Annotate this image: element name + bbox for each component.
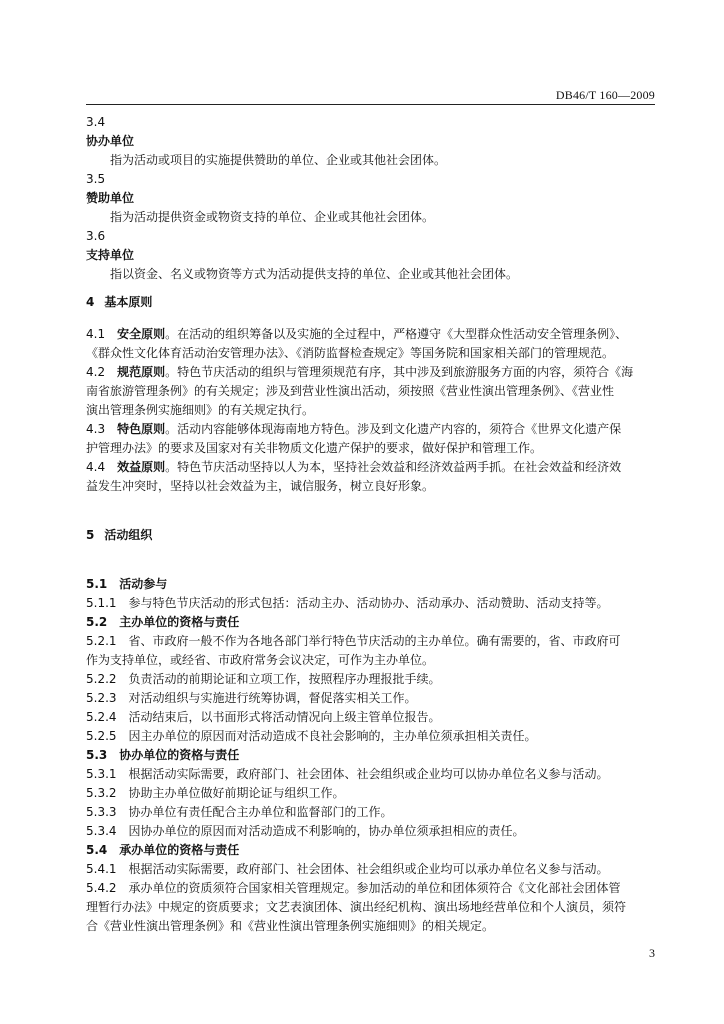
subsection-title: 活动参与 xyxy=(119,577,168,591)
section-title: 活动组织 xyxy=(104,528,153,542)
term-definition: 指以资金、名义或物资等方式为活动提供支持的单位、企业或其他社会团体。 xyxy=(110,267,519,281)
clause-head: 特色原则 xyxy=(117,422,166,436)
subsection-title: 承办单位的资格与责任 xyxy=(119,843,240,857)
clause-text: 。活动内容能够体现海南地方特色。涉及到文化遗产内容的，须符合《世界文化遗产保 xyxy=(165,422,622,436)
clause-number: 5.3.1 xyxy=(86,767,117,781)
clause-number: 5.4.1 xyxy=(86,862,117,876)
clause-number: 5.1.1 xyxy=(86,596,117,610)
clause-text: 根据活动实际需要，政府部门、社会团体、社会组织或企业均可以协办单位名义参与活动。 xyxy=(128,767,609,781)
clause-4-4 xyxy=(86,458,658,477)
clause-text: 省、市政府一般不作为各地各部门举行特色节庆活动的主办单位。确有需要的，省、市政府可 xyxy=(128,634,621,648)
clause-text: 因主办单位的原因而对活动造成不良社会影响的，主办单位须承担相关责任。 xyxy=(128,729,537,743)
clause-text-line: 南省旅游管理条例》的有关规定；涉及到营业性演出活动，须按照《营业性演出管理条例》、《营业性 xyxy=(86,384,615,398)
document-number: DB46/T 160—2009 xyxy=(555,88,655,102)
subsection-heading xyxy=(86,575,658,594)
clause-item xyxy=(86,727,658,746)
clause-item xyxy=(86,689,658,708)
clause-number: 5.2.2 xyxy=(86,672,117,686)
clause-number: 4.3 xyxy=(86,422,106,436)
subsection-number: 5.4 xyxy=(86,843,108,857)
subsection-number: 5.2 xyxy=(86,615,108,629)
clause-text-line: 作为支持单位，或经省、市政府常务会议决定，可作为主办单位。 xyxy=(86,653,435,667)
clause-number: 4.1 xyxy=(86,327,106,341)
clause-head: 效益原则 xyxy=(117,460,166,474)
clause-text: 。特色节庆活动的组织与管理须规范有序，其中涉及到旅游服务方面的内容，须符合《海 xyxy=(165,365,634,379)
clause-item xyxy=(86,860,658,879)
clause-item xyxy=(86,765,658,784)
clause-item xyxy=(86,803,658,822)
subsection-number: 5.3 xyxy=(86,748,108,762)
subsection-heading xyxy=(86,613,658,632)
term-number: 3.4 xyxy=(86,115,106,129)
clause-number: 5.3.2 xyxy=(86,786,117,800)
clause-text: 根据活动实际需要，政府部门、社会团体、社会组织或企业均可以承办单位名义参与活动。 xyxy=(128,862,609,876)
term-number: 3.6 xyxy=(86,229,106,243)
subsection-title: 主办单位的资格与责任 xyxy=(119,615,240,629)
term-title: 协办单位 xyxy=(86,134,135,148)
clause-item xyxy=(86,822,658,841)
clause-text: 协办单位有责任配合主办单位和监督部门的工作。 xyxy=(128,805,393,819)
clause-text-line: 合《营业性演出管理条例》和《营业性演出管理条例实施细则》的相关规定。 xyxy=(86,919,495,933)
section-number: 5 xyxy=(86,528,95,542)
clause-number: 4.4 xyxy=(86,460,106,474)
clause-text: 承办单位的资质须符合国家相关管理规定。参加活动的单位和团体须符合《文化部社会团体管 xyxy=(128,881,621,895)
clause-number: 5.3.4 xyxy=(86,824,117,838)
clause-text-line: 益发生冲突时，坚持以社会效益为主，诚信服务，树立良好形象。 xyxy=(86,479,435,493)
clause-number: 5.2.3 xyxy=(86,691,117,705)
page-number: 3 xyxy=(649,946,655,960)
clause-text: 。特色节庆活动坚持以人为本，坚持社会效益和经济效益两手抓。在社会效益和经济效 xyxy=(165,460,622,474)
clause-text: 活动结束后，以书面形式将活动情况向上级主管单位报告。 xyxy=(128,710,441,724)
clause-number: 5.2.5 xyxy=(86,729,117,743)
term-definition: 指为活动或项目的实施提供赞助的单位、企业或其他社会团体。 xyxy=(110,153,447,167)
clause-number: 5.3.3 xyxy=(86,805,117,819)
clause-text: 对活动组织与实施进行统筹协调，督促落实相关工作。 xyxy=(128,691,417,705)
subsection-heading xyxy=(86,841,658,860)
subsection-heading xyxy=(86,746,658,765)
clause-item xyxy=(86,670,658,689)
section-heading-5 xyxy=(86,526,658,545)
term-definition: 指为活动提供资金或物资支持的单位、企业或其他社会团体。 xyxy=(110,210,435,224)
clause-text: 协助主办单位做好前期论证与组织工作。 xyxy=(128,786,345,800)
clause-text: 参与特色节庆活动的形式包括：活动主办、活动协办、活动承办、活动赞助、活动支持等。 xyxy=(128,596,609,610)
clause-head: 规范原则 xyxy=(117,365,166,379)
clause-4-2 xyxy=(86,363,658,382)
term-title: 支持单位 xyxy=(86,248,135,262)
term-title: 赞助单位 xyxy=(86,191,135,205)
clause-number: 5.2.1 xyxy=(86,634,117,648)
subsection-number: 5.1 xyxy=(86,577,108,591)
section-title: 基本原则 xyxy=(104,295,153,309)
clause-text-line: 《群众性文化体育活动治安管理办法》、《消防监督检查规定》等国务院和国家相关部门的管理规范。 xyxy=(86,346,615,360)
clause-4-1 xyxy=(86,325,658,344)
clause-text: 。在活动的组织筹备以及实施的全过程中，严格遵守《大型群众性活动安全管理条例》、 xyxy=(165,327,628,341)
clause-text: 因协办单位的原因而对活动造成不利影响的，协办单位须承担相应的责任。 xyxy=(128,824,525,838)
clause-item xyxy=(86,784,658,803)
header-divider xyxy=(86,104,655,105)
clause-text-line: 演出管理条例实施细则》的有关规定执行。 xyxy=(86,403,315,417)
clause-head: 安全原则 xyxy=(117,327,166,341)
clause-text: 负责活动的前期论证和立项工作，按照程序办理报批手续。 xyxy=(128,672,441,686)
document-body xyxy=(86,113,658,936)
clause-text-line: 理暂行办法》中规定的资质要求；文艺表演团体、演出经纪机构、演出场地经营单位和个人演员，须符 xyxy=(86,900,627,914)
clause-item xyxy=(86,879,658,898)
clause-number: 5.2.4 xyxy=(86,710,117,724)
clause-text-line: 护管理办法》的要求及国家对有关非物质文化遗产保护的要求，做好保护和管理工作。 xyxy=(86,441,543,455)
clause-number: 4.2 xyxy=(86,365,106,379)
clause-4-3 xyxy=(86,420,658,439)
term-number: 3.5 xyxy=(86,172,106,186)
clause-number: 5.4.2 xyxy=(86,881,117,895)
clause-item xyxy=(86,594,658,613)
clause-item xyxy=(86,632,658,651)
clause-item xyxy=(86,708,658,727)
section-number: 4 xyxy=(86,295,95,309)
section-heading-4 xyxy=(86,293,658,312)
subsection-title: 协办单位的资格与责任 xyxy=(119,748,240,762)
